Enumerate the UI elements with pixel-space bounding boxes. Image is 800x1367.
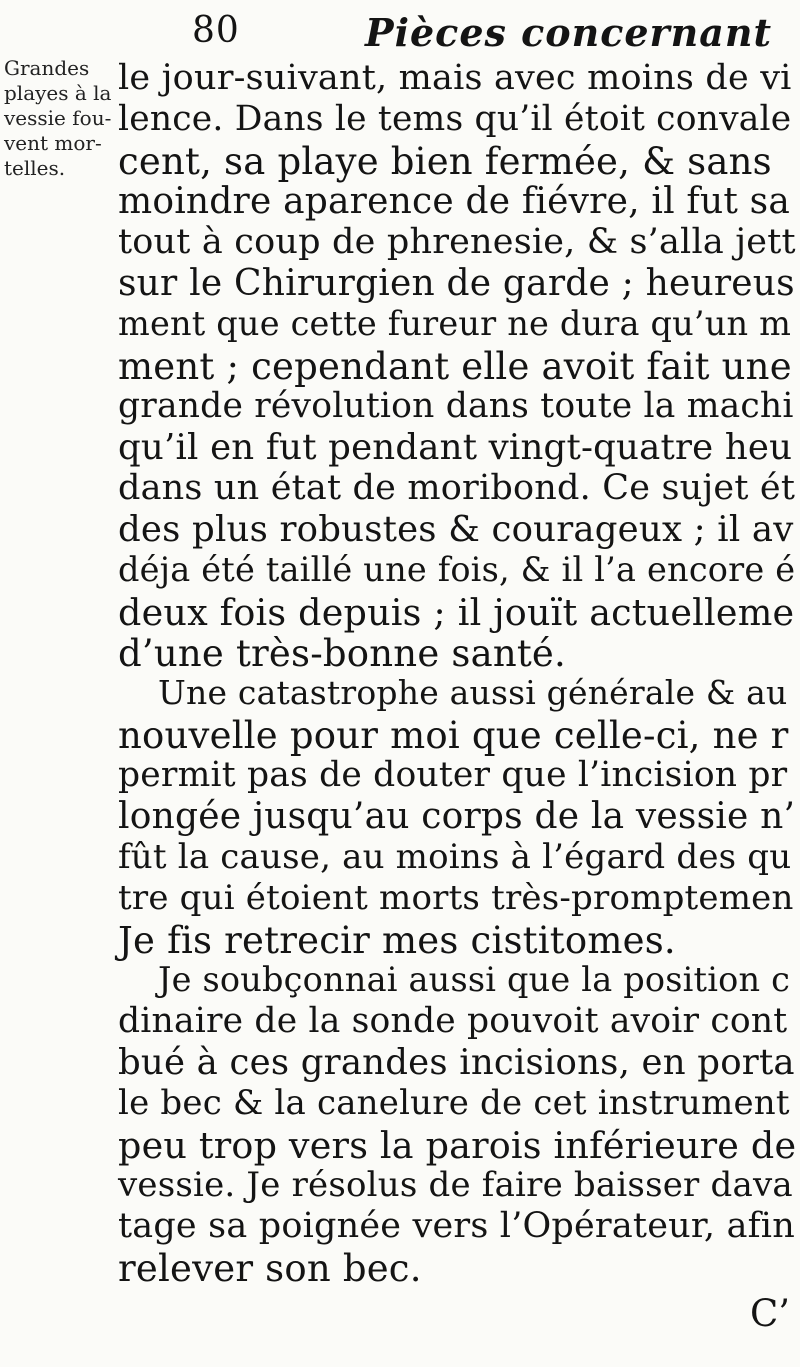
text-line: grande révolution dans toute la machi (118, 386, 794, 426)
text-line: des plus robustes & courageux ; il av (118, 509, 794, 550)
margin-note-line: vent mor- (4, 131, 102, 155)
text-line: qu’il en fut pendant vingt-quatre heu (118, 427, 793, 468)
text-line: tout à coup de phrenesie, & s’alla jett (118, 222, 796, 262)
margin-note-line: playes à la (4, 81, 112, 105)
text-line: déja été taillé une fois, & il l’a encore é (118, 550, 796, 589)
text-line: ment ; cependant elle avoit fait une (118, 345, 792, 388)
text-line: vessie. Je résolus de faire baisser dava (118, 1165, 793, 1205)
page-number: 80 (192, 10, 240, 51)
text-line: cent, sa playe bien fermée, & sans (118, 140, 772, 183)
text-line: Une catastrophe aussi générale & au (158, 673, 788, 712)
margin-note-line: vessie fou- (4, 106, 112, 130)
catchword: C’ (750, 1292, 791, 1335)
text-line: sur le Chirurgien de garde ; heureus (118, 263, 795, 304)
text-line: deux fois depuis ; il jouït actuelleme (118, 591, 795, 634)
text-line: d’une très-bonne santé. (118, 632, 566, 675)
text-line: moindre aparence de fiévre, il fut sa (118, 181, 790, 222)
text-line: le jour-suivant, mais avec moins de vi (118, 58, 792, 98)
running-head: Pièces concernant (365, 10, 773, 55)
text-line: ment que cette fureur ne dura qu’un m (118, 304, 792, 343)
text-line: tage sa poignée vers l’Opérateur, afin (118, 1206, 795, 1246)
text-line: peu trop vers la parois inférieure de (118, 1124, 797, 1167)
text-line: lence. Dans le tems qu’il étoit convale (118, 99, 792, 139)
text-line: permit pas de douter que l’incision pr (118, 755, 788, 795)
text-line: longée jusqu’au corps de la vessie n’ (118, 796, 796, 837)
text-line: tre qui étoient morts très-promptemen (118, 878, 794, 918)
text-line: relever son bec. (118, 1247, 422, 1290)
text-line: bué à ces grandes incisions, en porta (118, 1042, 795, 1083)
margin-note-line: Grandes (4, 56, 90, 80)
text-line: dinaire de la sonde pouvoit avoir cont (118, 1001, 788, 1041)
margin-note-line: telles. (4, 156, 66, 180)
text-line: fût la cause, au moins à l’égard des qu (118, 837, 792, 877)
text-line: le bec & la canelure de cet instrument (118, 1083, 790, 1123)
text-line: Je soubçonnai aussi que la position c (158, 960, 791, 999)
text-line: nouvelle pour moi que celle-ci, ne r (118, 714, 789, 757)
text-line: dans un état de moribond. Ce sujet ét (118, 468, 796, 508)
text-line: Je fis retrecir mes cistitomes. (118, 919, 676, 962)
